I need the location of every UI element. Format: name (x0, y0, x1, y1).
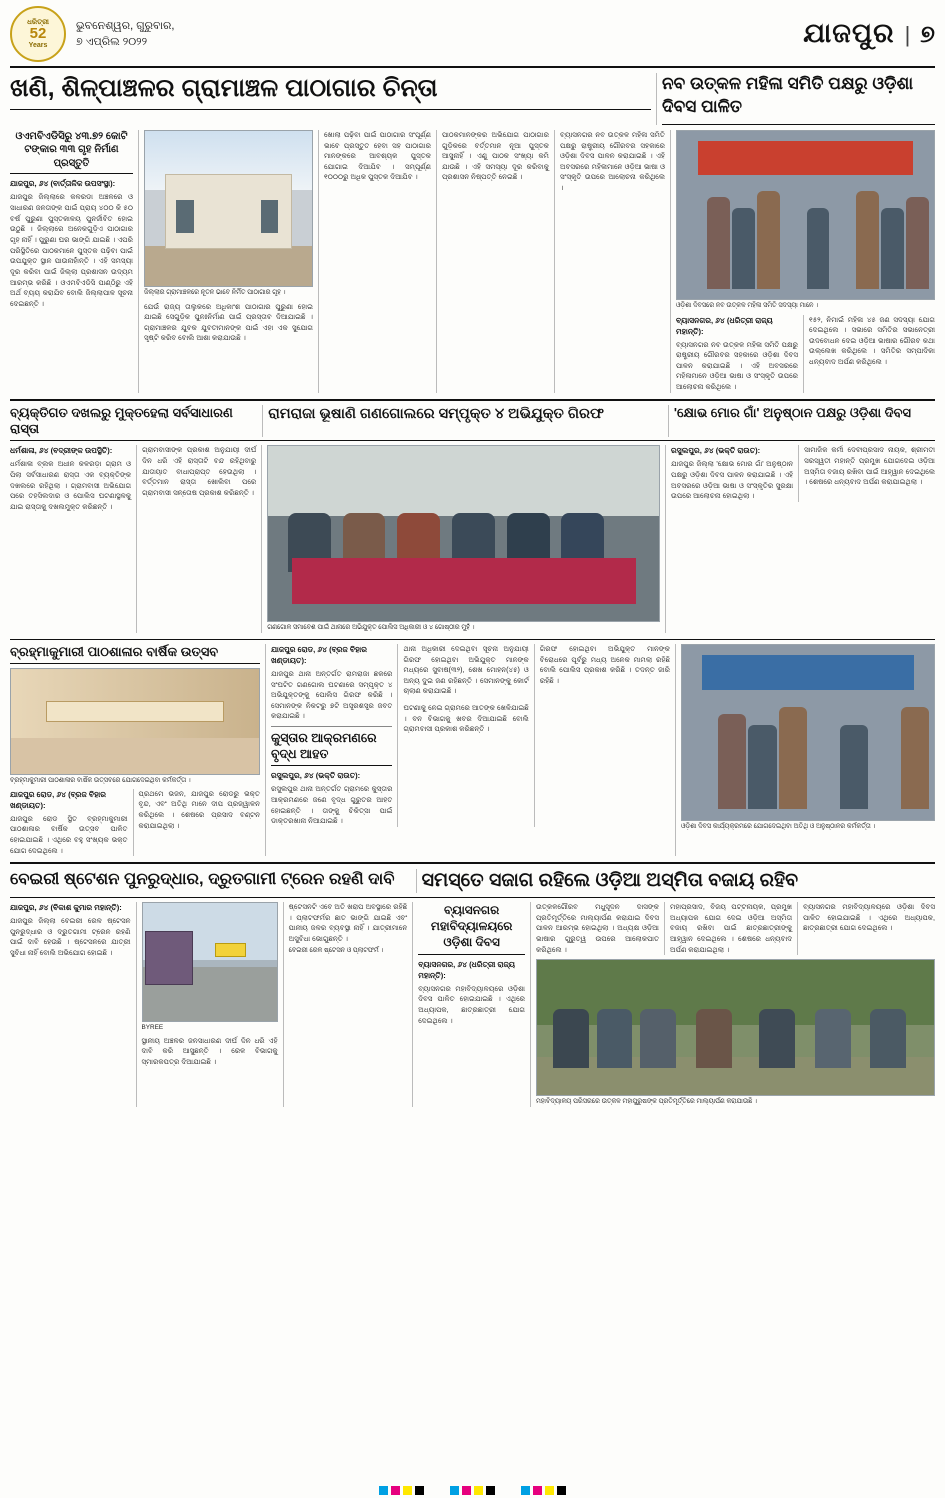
right-top-headline: ନବ ଉତ୍କଳ ମହିଳା ସମିତି ପକ୍ଷରୁ ଓଡ଼ିଶା ଦିବସ ପାଳିତ (662, 73, 935, 125)
mid-left-col-2: ଗ୍ରାମବାସୀଙ୍କ ପ୍ରକାଶ ଅନୁଯାୟୀ ଦୀର୍ଘ ଦିନ ଧରି ଏହି ରାସ୍ତାଟି ବନ୍ଦ ରହିଥିବାରୁ ଯାତାୟାତ ବାଧାପ୍ରାପ୍ତ ହେଉଥିଲା । ବର୍ତ୍ତମାନ ରାସ୍ତା ଖୋଲିବା ପରେ ଗ୍ରାମବାସୀ ସନ୍ତୋଷ ପ୍ରକାଶ କରିଛନ୍ତି । (142, 446, 257, 497)
vyasanagar-headline: ବ୍ୟାସନଗର ମହାବିଦ୍ୟାଳୟରେ ଓଡ଼ିଶା ଦିବସ (418, 902, 525, 955)
section-title: ଯାଜପୁର (803, 18, 895, 48)
vyasanagar-photo-caption: ମହାବିଦ୍ୟାଳୟ ପରିସରରେ ଉତ୍କଳ ମହାପୁରୁଷଙ୍କ ପ୍ରତିମୂର୍ତ୍ତିରେ ମାଲ୍ୟାର୍ପଣ କରାଯାଉଛି । (536, 1098, 757, 1106)
masthead (10, 6, 935, 68)
vyasanagar-dateline: ବ୍ୟାସନଗର, ୬୪ (ଧରିତ୍ରୀ ରାଜ୍ୟ ମହାନ୍ତି): (418, 959, 516, 980)
mid-center-photo-caption: ଗଣଗୋଳ ସମାବେଶ ପାଇଁ ଥାନାରେ ଅଭିଯୁକ୍ତ ପୋଲିସ ଅଧିକାରୀ ଓ ୪ ଗୋଷ୍ଠୀର ମୁହଁ । (267, 624, 475, 632)
page-number: ୭ (920, 21, 935, 48)
lead-photo (144, 130, 313, 287)
publication-logo (10, 6, 66, 62)
kutra-dateline: ରସୁଲପୁର, ୬୪ (ଭକ୍ତି ରାଉତ): (271, 771, 361, 781)
masthead-separator: | (904, 22, 911, 47)
lead-headline: ଖଣି, ଶିଳ୍ପାଞ୍ଚଳର ଗ୍ରାମାଞ୍ଚଳ ପାଠାଗାର ଚିନ୍ତା (10, 73, 651, 110)
right-top-dateline: ବ୍ୟାସନଗର, ୬୪ (ଧରିତ୍ରୀ ରାଜ୍ୟ ମହାନ୍ତି): (676, 315, 773, 336)
brahma-dateline: ଯାଜପୁର ରୋଡ, ୬୪ (ବ୍ରଜ ବିହାର ଖଣ୍ଡାୟତ): (10, 789, 107, 810)
logo-subtitle: Years (28, 41, 48, 49)
mid-right-headline: 'କ୍ଷୋଭ ମୋର ଗାଁ' ଅନୁଷ୍ଠାନ ପକ୍ଷରୁ ଓଡ଼ିଶା ଦିବସ (673, 404, 911, 420)
third-band (10, 639, 935, 856)
vyasanagar-col-4: ବ୍ୟାସନଗର ମହାବିଦ୍ୟାଳୟରେ ଓଡ଼ିଶା ଦିବସ ପାଳିତ ହୋଇଯାଇଛି । ଏଥିରେ ଅଧ୍ୟାପକ, ଛାତ୍ରଛାତ୍ରୀ ଯୋଗ ଦେଇଥିଲେ । (803, 903, 936, 933)
byree-photo (142, 902, 278, 1022)
right-top-col-body-2: ୧୫୨, ନିମାଇଁ ମହିଳା ୪୫ ଜଣ ସଦସ୍ୟା ଯୋଗ ଦେଇଥିଲେ । ସଭାରେ ସମିତିର ସଭାନେତ୍ରୀ ଉଦବୋଧନ ଦେଇ ଓଡ଼ିଆ ଭାଷାର ଗୌରବ କଥା ଉଲ୍ଲେଖ କରିଥିଲେ । ସମିତିର ସମ୍ପାଦିକା ଧନ୍ୟବାଦ ଅର୍ପଣ କରିଥିଲେ । (809, 315, 935, 367)
byree-station-sign: BYREE (141, 1024, 164, 1032)
mid-center-col-3: ଗିରଫ ହୋଇଥିବା ଅଭିଯୁକ୍ତ ମାନଙ୍କ ବିରୋଧରେ ପୂର୍ବରୁ ମଧ୍ୟ ଅନେକ ମାମଲା ରହିଛି ବୋଲି ପୋଲିସ ପ୍ରକାଶ କରିଛି । ତଦନ୍ତ ଜାରି ରହିଛି । (539, 644, 670, 685)
mid-right-photo (681, 644, 935, 821)
right-top-col-1: ବ୍ୟାସନଗର ନବ ଉତ୍କଳ ମହିଳା ସମିତି ପକ୍ଷରୁ ରାଷ୍ଟ୍ରୀୟ ଗୌରବର ସହକାରେ ଓଡ଼ିଶା ଦିବସ ପାଳନ କରାଯାଇଛି । ଏହି ଅବସରରେ ମହିଳାମାନେ ଓଡ଼ିଆ ଭାଷା ଓ ସଂସ୍କୃତି ଉପରେ ଆଲୋଚନା କରିଥିଲେ । (560, 130, 665, 193)
mid-center-col-1: ଯାଜପୁର ଥାନା ଅନ୍ତର୍ଗତ ରାମରାଜା ଛକରେ ସଂଘଟିତ ଗଣଗୋଲ ଘଟଣାରେ ସମ୍ପୃକ୍ତ ୪ ଅଭିଯୁକ୍ତଙ୍କୁ ପୋଲିସ ଗିରଫ କରିଛି । ସେମାନଙ୍କ ନିକଟରୁ ୭ଟି ଅସ୍ତ୍ରଶସ୍ତ୍ର ଜବତ କରାଯାଇଛି । (271, 669, 393, 721)
registration-dotset-center (450, 1486, 495, 1495)
brahma-col-2: ପ୍ରଥମେ ଭଜନ, ଯାଜପୁର ରୋଡରୁ ଭକ୍ତ ବୃନ୍ଦ, ଏବଂ ଅତିଥି ମାନେ ଦୀପ ପ୍ରଜ୍ୱାଳନ କରିଥିଲେ । ଶେଷରେ ପ୍ରସାଦ ବଣ୍ଟନ କରାଯାଇଥିଲା । (138, 789, 260, 830)
kutra-headline: କୁସ୍ତାର ଆକ୍ରମଣରେ ବୃଦ୍ଧ ଆହତ (271, 731, 392, 766)
mid-left-dateline: ଧର୍ମଶାଳା, ୬୪ (ବଦ୍ରୀଙ୍କ ଉପସ୍ଥିତି): (10, 446, 113, 456)
mid-headline-row (10, 399, 935, 438)
brahma-photo (10, 668, 260, 775)
kutra-col-2: ଘଟଣାକୁ ନେଇ ଗ୍ରାମରେ ଆତଙ୍କ ଖେଳିଯାଇଛି । ବନ ବିଭାଗକୁ ଖବର ଦିଆଯାଇଛି ବୋଲି ଗ୍ରାମବାସୀ ପ୍ରକାଶ କରିଛନ୍ତି । (403, 704, 529, 734)
lead-dateline: ଯାଜପୁର, ୬୪ (ବାର୍ତ୍ତାଳିକ ଉପସଂସ୍ଥା): (10, 179, 116, 189)
mid-left-col-1: ଧର୍ମଶାଳା ବ୍ଲକ ଅଧୀନ କଳରଡ଼ା ଗ୍ରାମ ଓ ପିଲା ସର୍ବସାଧାରଣ ରାସ୍ତା ଏକ ବ୍ୟକ୍ତିଙ୍କ ଦଖଲରେ ରହିଥିଲା । ଗ୍ରାମବାସୀ ଅଭିଯୋଗ ପରେ ତହସିଲଦାର ଓ ପୋଲିସ ଘଟଣାସ୍ଥଳକୁ ଯାଇ ରାସ୍ତାକୁ ଦଖଲମୁକ୍ତ କରିଛନ୍ତି । (10, 460, 132, 511)
mid-left-headline: ବ୍ୟକ୍ତିଗତ ଦଖଲରୁ ମୁକ୍ତହେଲା ସର୍ବସାଧାରଣ ରାସ୍ତା (10, 404, 233, 436)
right-top-col-body-1: ବ୍ୟାସନଗର ନବ ଉତ୍କଳ ମହିଳା ସମିତି ପକ୍ଷରୁ ରାଷ୍ଟ୍ରୀୟ ଗୌରବର ସହକାରେ ଓଡ଼ିଶା ଦିବସ ପାଳନ କରାଯାଇଛି । ଏହି ଅବସରରେ ମହିଳାମାନେ ଓଡ଼ିଆ ଭାଷା ଓ ସଂସ୍କୃତି ଉପରେ ଆଲୋଚନା କରିଥିଲେ । (676, 340, 799, 392)
masthead-right (803, 18, 935, 50)
lead-body (10, 130, 935, 393)
mid-center-photo (267, 445, 660, 622)
lead-col-1: ଯାଜପୁର ଜିଲ୍ଲାରେ କଳରଡା ଅଞ୍ଚଳରେ ଓ ସାଧାରଣ ଜନତାଙ୍କ ପାଇଁ ପ୍ରାୟ ୪୦୦ କି ୫୦ ବର୍ଷ ପୁରୁଣା ପୁସ୍ତକାଳୟ ପୁନର୍ଜୀବିତ ହୋଇ ଉଠୁଛି । ଜିଲ୍ଲାରେ ଅନେକଗୁଡ଼ିଏ ପାଠାଗାର ଗୃହ ନାହିଁ । ପୁରୁଣା ଘର ଭାଙ୍ଗି ଯାଇଛି । ଏପରି ପରିସ୍ଥିତିରେ ପାଠକମାନେ ପୁସ୍ତକ ପଢ଼ିବା ପାଇଁ ଉପଯୁକ୍ତ ସ୍ଥାନ ପାଉନାହାଁନ୍ତି । ଏହି ସମସ୍ୟା ଦୂର କରିବା ପାଇଁ ଜିଲ୍ଲା ପ୍ରଶାସନ ଉଦ୍ୟମ ଆରମ୍ଭ କରିଛି । ଓଏମବିଏଡିସି ପାଣ୍ଠିରୁ ଏହି ଅର୍ଥ ବ୍ୟୟ କରାଯିବ ବୋଲି ଜିଲ୍ଲାପାଳ ସୂଚନା ଦେଇଛନ୍ତି । (10, 193, 133, 308)
vyasanagar-photo (536, 959, 935, 1096)
masthead-left (10, 6, 174, 62)
registration-dotset-left (379, 1486, 424, 1495)
vyasanagar-col-3: ମହାପ୍ରସାଦ, ବିଜୟ ପଟ୍ଟନାୟକ, ପ୍ରମୁଖ ଅଧ୍ୟାପକ ଯୋଗ ଦେଇ ଓଡ଼ିଆ ଅସ୍ମିତା ବଜାୟ ରଖିବା ପାଇଁ ଛାତ୍ରଛାତ୍ରୀଙ୍କୁ ଆହ୍ୱାନ ଦେଇଥିଲେ । ଶେଷରେ ଧନ୍ୟବାଦ ଅର୍ପଣ କରାଯାଇଥିଲା । (670, 903, 793, 954)
right-top-photo-caption: ଓଡ଼ିଶା ଦିବସରେ ନବ ଉତ୍କଳ ମହିଳା ସମିତି ସଦସ୍ୟା ମାନେ । (676, 301, 819, 309)
mid-center-dateline: ଯାଜପୁର ରୋଡ, ୬୪ (ବ୍ରଜ ବିହାର ଖଣ୍ଡାୟତ): (271, 644, 368, 665)
lead-col-2: ଯେଉଁ ରାଜ୍ୟ ତାଲୁକରେ ଅଧିକାଂଶ ପାଠାଗାର ପୁରୁଣା ହୋଇ ଯାଇଛି ସେଗୁଡ଼ିକ ପୁନଃନିର୍ମାଣ ପାଇଁ ପ୍ରସ୍ତାବ ଦିଆଯାଇଛି । ଗ୍ରାମାଞ୍ଚଳର ଯୁବକ ଯୁବତୀମାନଙ୍କ ପାଇଁ ଏହା ଏକ ସୁଯୋଗ ସୃଷ୍ଟି କରିବ ବୋଲି ଆଶା କରାଯାଉଛି । (144, 302, 313, 343)
mid-body (10, 445, 935, 633)
registration-dotset-right (521, 1486, 566, 1495)
vyasanagar-col-1: ବ୍ୟାସନଗର ମହାବିଦ୍ୟାଳୟରେ ଓଡ଼ିଶା ଦିବସ ପାଳିତ ହୋଇଯାଇଛି । ଏଥିରେ ଅଧ୍ୟାପକ, ଛାତ୍ରଛାତ୍ରୀ ଯୋଗ ଦେଇଥିଲେ । (418, 984, 525, 1025)
lead-col-4: ପାଠକମାନଙ୍କର ଅଭିଯୋଗ ପାଠାଗାର ଗୁଡ଼ିକରେ ବର୍ତ୍ତମାନ ନୂଆ ପୁସ୍ତକ ଆସୁନାହିଁ । ଏଣୁ ପାଠକ ସଂଖ୍ୟା କମି ଯାଉଛି । ଏହି ସମସ୍ୟା ଦୂର କରିବାକୁ ପ୍ରଶାସନ ନିଷ୍ପତ୍ତି ନେଇଛି । (442, 130, 549, 182)
brahma-col-1: ଯାଜପୁର ରୋଡ ସ୍ଥିତ ବ୍ରହ୍ମାକୁମାରୀ ପାଠଶାଳାର ବାର୍ଷିକ ଉତ୍ସବ ପାଳିତ ହୋଇଯାଇଛି । ଏଥିରେ ବହୁ ସଂଖ୍ୟକ ଭକ୍ତ ଯୋଗ ଦେଇଥିଲେ । (10, 814, 128, 855)
byree-headline: ବେଇରୀ ଷ୍ଟେଶନ ପୁନରୁଦ୍ଧାର, ଦ୍ରୁତଗାମୀ ଟ୍ରେନ ରହଣି ଦାବି (10, 870, 395, 889)
logo-title: ଧରିତ୍ରୀ (27, 18, 49, 26)
mid-right-col-1: ଯାଜପୁର ଜିଲ୍ଲା 'କ୍ଷୋଭ ମୋର ଗାଁ' ଅନୁଷ୍ଠାନ ପକ୍ଷରୁ ଓଡ଼ିଶା ଦିବସ ପାଳନ କରାଯାଇଛି । ଏହି ଅବସରରେ ଓଡ଼ିଆ ଭାଷା ଓ ସଂସ୍କୃତିର ସୁରକ୍ଷା ଉପରେ ଆଲୋଚନା ହୋଇଥିଲା । (671, 460, 794, 501)
edition-place-date (76, 18, 174, 51)
byree-col-3: ଷ୍ଟେସନଟି ଏବେ ଅତି ଖରାପ ଅବସ୍ଥାରେ ରହିଛି । ପ୍ଲାଟଫର୍ମର ଛାତ ଭାଙ୍ଗି ଯାଇଛି ଏବଂ ପାନୀୟ ଜଳର ବ୍ୟବସ୍ଥା ନାହିଁ । ଯାତ୍ରୀମାନେ ଅସୁବିଧା ଭୋଗୁଛନ୍ତି । (288, 903, 408, 943)
vyasanagar-banner: ସମସ୍ତେ ସଜାଗ ରହିଲେ ଓଡ଼ିଆ ଅସ୍ମିତା ବଜାୟ ରହିବ (421, 870, 799, 892)
lead-col-3: ଖୋଲା ପଢ଼ିବା ପାଇଁ ପାଠାଗାର ସଂପୂର୍ଣ୍ଣ ଭାବେ ପ୍ରସ୍ତୁତ ହେବା ସହ ପାଠାଗାର ମାନଙ୍କରେ ଆବଶ୍ୟକ ପୁସ୍ତକ ଯୋଗାଇ ଦିଆଯିବ । ସମ୍ପୂର୍ଣ୍ଣ ୧୦୦୦ରୁ ଅଧିକ ପୁସ୍ତକ ଦିଆଯିବ । (324, 130, 431, 182)
bottom-body (10, 902, 935, 1107)
mid-right-col-2: ସାମାଜିକ କର୍ମୀ ଦେବୀପ୍ରସାଦ ନାୟକ, ଶ୍ରୀମତୀ ସରସ୍ୱତୀ ମହାନ୍ତି ପ୍ରମୁଖ ଯୋଗଦେଇ ଓଡ଼ିଆ ଅସ୍ମିତା ବଜାୟ ରଖିବା ପାଇଁ ଆହ୍ୱାନ ଦେଇଥିଲେ । ଶେଷରେ ଧନ୍ୟବାଦ ଅର୍ପଣ କରାଯାଇଥିଲା । (804, 446, 936, 487)
mid-center-col-2: ଥାନା ଅଧିକାରୀ ଦେଇଥିବା ସୂଚନା ଅନୁଯାୟୀ ଗିରଫ ହୋଇଥିବା ଅଭିଯୁକ୍ତ ମାନଙ୍କ ମଧ୍ୟରେ ସୁବାଷ(୩୨), ଶେଖ ମୋହନ(୪୫) ଓ ଅନ୍ୟ ଦୁଇ ଜଣ ରହିଛନ୍ତି । ସେମାନଙ୍କୁ କୋର୍ଟ ଚାଲାଣ କରାଯାଇଛି । (403, 644, 529, 696)
lead-photo-caption: ଜିଲ୍ଲାର ଗ୍ରାମାଞ୍ଚଳରେ ନୂତନ ଭାବେ ନିର୍ମିତ ପାଠାଗାର ଗୃହ । (144, 288, 286, 296)
mid-center-headline: ରାମରାଜା ଭୂଷାଣି ଗଣଗୋଲରେ ସମ୍ପୃକ୍ତ ୪ ଅଭିଯୁକ୍ତ ଗିରଫ (268, 405, 604, 422)
byree-col-1: ଯାଜପୁର ଜିଲ୍ଲା ବେଇରୀ ରେଳ ଷ୍ଟେସନ ପୁନରୁଦ୍ଧାର ଓ ଦ୍ରୁତଗାମୀ ଟ୍ରେନ ରହଣି ପାଇଁ ଦାବି ହେଉଛି । ଷ୍ଟେସନରେ ଯାତ୍ରୀ ସୁବିଧା ନାହିଁ ବୋଲି ଅଭିଯୋଗ ହୋଇଛି । (10, 917, 131, 957)
brahma-photo-caption: ବ୍ରହ୍ମାକୁମାରୀ ପାଠଶାଳାର ବାର୍ଷିକ ଉତ୍ସବରେ ଯୋଗଦେଇଥିବା କର୍ମକର୍ତ୍ତା । (10, 777, 191, 785)
mid-right-dateline: ରସୁଲପୁର, ୬୪ (ଭକ୍ତି ରାଉତ): (671, 446, 761, 456)
bottom-headline-row (10, 862, 935, 893)
registration-marks (0, 1486, 945, 1495)
logo-number: 52 (29, 25, 47, 43)
lead-sidebox-headline: ଓଏମବିଏଡିସିରୁ ୪୩.୭୨ କୋଟି ଟଙ୍କାର ୩୩ ଗୃହ ନିର୍ମାଣ ପ୍ରସ୍ତୁତି (10, 130, 133, 175)
right-top-photo (676, 130, 935, 300)
brahma-headline: ବ୍ରହ୍ମାକୁମାରୀ ପାଠଶାଳାର ବାର୍ଷିକ ଉତ୍ସବ (10, 644, 260, 664)
byree-col-2: ସ୍ଥାନୀୟ ଅଞ୍ଚଳର ଜନସାଧାରଣ ଦୀର୍ଘ ଦିନ ଧରି ଏହି ଦାବି କରି ଆସୁଛନ୍ତି । ରେଳ ବିଭାଗକୁ ସ୍ମାରକପତ୍ର ଦିଆଯାଇଛି । (141, 1036, 278, 1066)
byree-photo-caption: ବେଇରୀ ରେଳ ଷ୍ଟେସନ ଓ ପ୍ଲାଟଫର୍ମ । (288, 946, 384, 954)
byree-dateline: ଯାଜପୁର, ୬୪ (ବିକାଶ କୁମାର ମହାନ୍ତି): (10, 903, 122, 913)
kutra-col-1: ରସୁଲପୁର ଥାନା ଅନ୍ତର୍ଗତ ଗ୍ରାମରେ କୁସ୍ତାର ଆକ୍ରମଣରେ ଜଣେ ବୃଦ୍ଧ ଗୁରୁତର ଆହତ ହୋଇଛନ୍ତି । ତାଙ୍କୁ ଚିକିତ୍ସା ପାଇଁ ଡାକ୍ତରଖାନା ନିଆଯାଇଛି । (271, 785, 393, 826)
lead-headline-row (10, 73, 935, 125)
edition-date: ୭ ଏପ୍ରିଲ ୨୦୨୨ (76, 36, 148, 48)
mid-right-photo-caption: ଓଡ଼ିଶା ଦିବସ କାର୍ଯ୍ୟକ୍ରମରେ ଯୋଗଦେଇଥିବା ଅତିଥି ଓ ଅନୁଷ୍ଠାନର କର୍ମକର୍ତ୍ତା । (681, 822, 876, 830)
edition-place: ଭୁବନେଶ୍ୱର, ଗୁରୁବାର, (76, 19, 175, 32)
vyasanagar-col-2: ଉତ୍କଳଗୌରବ ମଧୁସୂଦନ ଦାସଙ୍କ ପ୍ରତିମୂର୍ତ୍ତିରେ ମାଲ୍ୟାର୍ପଣ କରାଯାଇ ଦିବସ ପାଳନ ଆରମ୍ଭ ହୋଇଥିଲା । ଅଧ୍ୟକ୍ଷ ଓଡ଼ିଆ ଭାଷାର ଗୁରୁତ୍ୱ ଉପରେ ଆଲୋକପାତ କରିଥିଲେ । (536, 903, 660, 954)
